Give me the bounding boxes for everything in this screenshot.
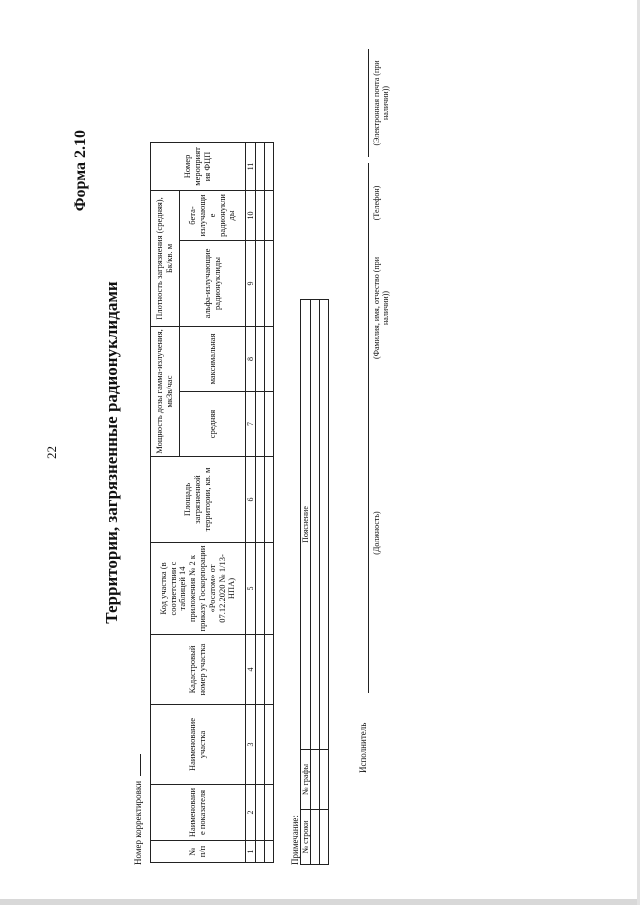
notes-cell[interactable] <box>320 810 329 865</box>
notes-header-explanation: Пояснение <box>301 300 311 750</box>
table-cell[interactable] <box>256 543 265 635</box>
position-signature-line[interactable] <box>368 373 369 693</box>
executor-label: Исполнитель <box>358 722 368 773</box>
phone-caption: (Телефон) <box>372 185 381 221</box>
table-cell[interactable] <box>256 705 265 785</box>
table-cell[interactable] <box>256 635 265 705</box>
table-cell[interactable] <box>265 326 274 391</box>
table-cell[interactable] <box>256 392 265 457</box>
header-site-name: Наименование участка <box>151 705 246 785</box>
table-cell[interactable] <box>256 326 265 391</box>
notes-row <box>311 300 320 865</box>
email-caption: (Электронная почта (при наличии)) <box>372 60 390 146</box>
column-number: 7 <box>246 392 256 457</box>
column-numbers-row <box>246 142 256 862</box>
table-cell[interactable] <box>256 785 265 841</box>
column-number: 4 <box>246 635 256 705</box>
notes-cell[interactable] <box>311 300 320 750</box>
header-alpha-nuclides: альфа-излучающие радионуклиды <box>180 240 246 326</box>
header-site-code: Код участка (в соответствии с таблицей 14 приложения № 2 к приказу Госкорпорации «Росатом» от 07.12.2020 № 1/13-НПА) <box>151 543 246 635</box>
form-title: Территории, загрязненные радионуклидами <box>102 281 121 624</box>
notes-header-row-number: № строки <box>301 810 311 865</box>
fullname-caption: (Фамилия, имя, отчество (при наличии)) <box>372 257 390 360</box>
table-cell[interactable] <box>265 543 274 635</box>
position-caption: (Должность) <box>372 511 381 555</box>
table-cell[interactable] <box>256 240 265 326</box>
form-number: Форма 2.10 <box>72 130 89 212</box>
table-cell[interactable] <box>256 190 265 240</box>
header-dose-average: средняя <box>180 392 246 457</box>
correction-number <box>132 754 143 865</box>
correction-blank-field <box>132 754 141 776</box>
table-cell[interactable] <box>265 240 274 326</box>
notes-cell[interactable] <box>320 300 329 750</box>
notes-table <box>300 299 329 865</box>
header-contaminated-area: Площадь загрязненной территории, кв. м <box>151 457 246 543</box>
correction-label: Номер корректировки <box>133 780 143 865</box>
header-dose-maximum: максимальная <box>180 326 246 391</box>
table-row <box>256 142 265 862</box>
phone-line[interactable] <box>368 163 369 243</box>
notes-header-column-number: № графы <box>301 750 311 810</box>
header-indicator-name: Наименование показателя <box>151 785 246 841</box>
column-number: 5 <box>246 543 256 635</box>
table-cell[interactable] <box>265 190 274 240</box>
notes-cell[interactable] <box>311 810 320 865</box>
notes-cell[interactable] <box>311 750 320 810</box>
table-cell[interactable] <box>256 457 265 543</box>
table-cell[interactable] <box>265 705 274 785</box>
table-cell[interactable] <box>265 142 274 190</box>
fullname-signature-line[interactable] <box>368 243 369 373</box>
column-number: 1 <box>246 841 256 863</box>
column-number: 9 <box>246 240 256 326</box>
column-number: 8 <box>246 326 256 391</box>
table-cell[interactable] <box>265 635 274 705</box>
page-number: 22 <box>44 446 59 459</box>
header-gamma-dose-group: Мощность дозы гамма-излучения, мкЗв/час <box>151 326 180 456</box>
header-no: № п/п <box>151 841 246 863</box>
email-line[interactable] <box>368 49 369 157</box>
table-cell[interactable] <box>256 142 265 190</box>
column-number: 6 <box>246 457 256 543</box>
notes-label: Примечание: <box>290 815 300 865</box>
column-number: 11 <box>246 142 256 190</box>
column-number: 10 <box>246 190 256 240</box>
radionuclide-territories-table <box>150 142 274 863</box>
column-number: 2 <box>246 785 256 841</box>
table-row <box>265 142 274 862</box>
header-density-group: Плотность загрязнения (средняя), Бк/кв. м <box>151 190 180 326</box>
header-cadastral-number: Кадастровый номер участка <box>151 635 246 705</box>
table-cell[interactable] <box>265 841 274 863</box>
table-cell[interactable] <box>265 785 274 841</box>
table-cell[interactable] <box>256 841 265 863</box>
header-fidp-measure: Номер мероприятия ФЦП <box>151 142 246 190</box>
table-cell[interactable] <box>265 457 274 543</box>
table-cell[interactable] <box>265 392 274 457</box>
notes-row <box>320 300 329 865</box>
notes-cell[interactable] <box>320 750 329 810</box>
header-beta-nuclides: бета-излучающие радионуклиды <box>180 190 246 240</box>
column-number: 3 <box>246 705 256 785</box>
